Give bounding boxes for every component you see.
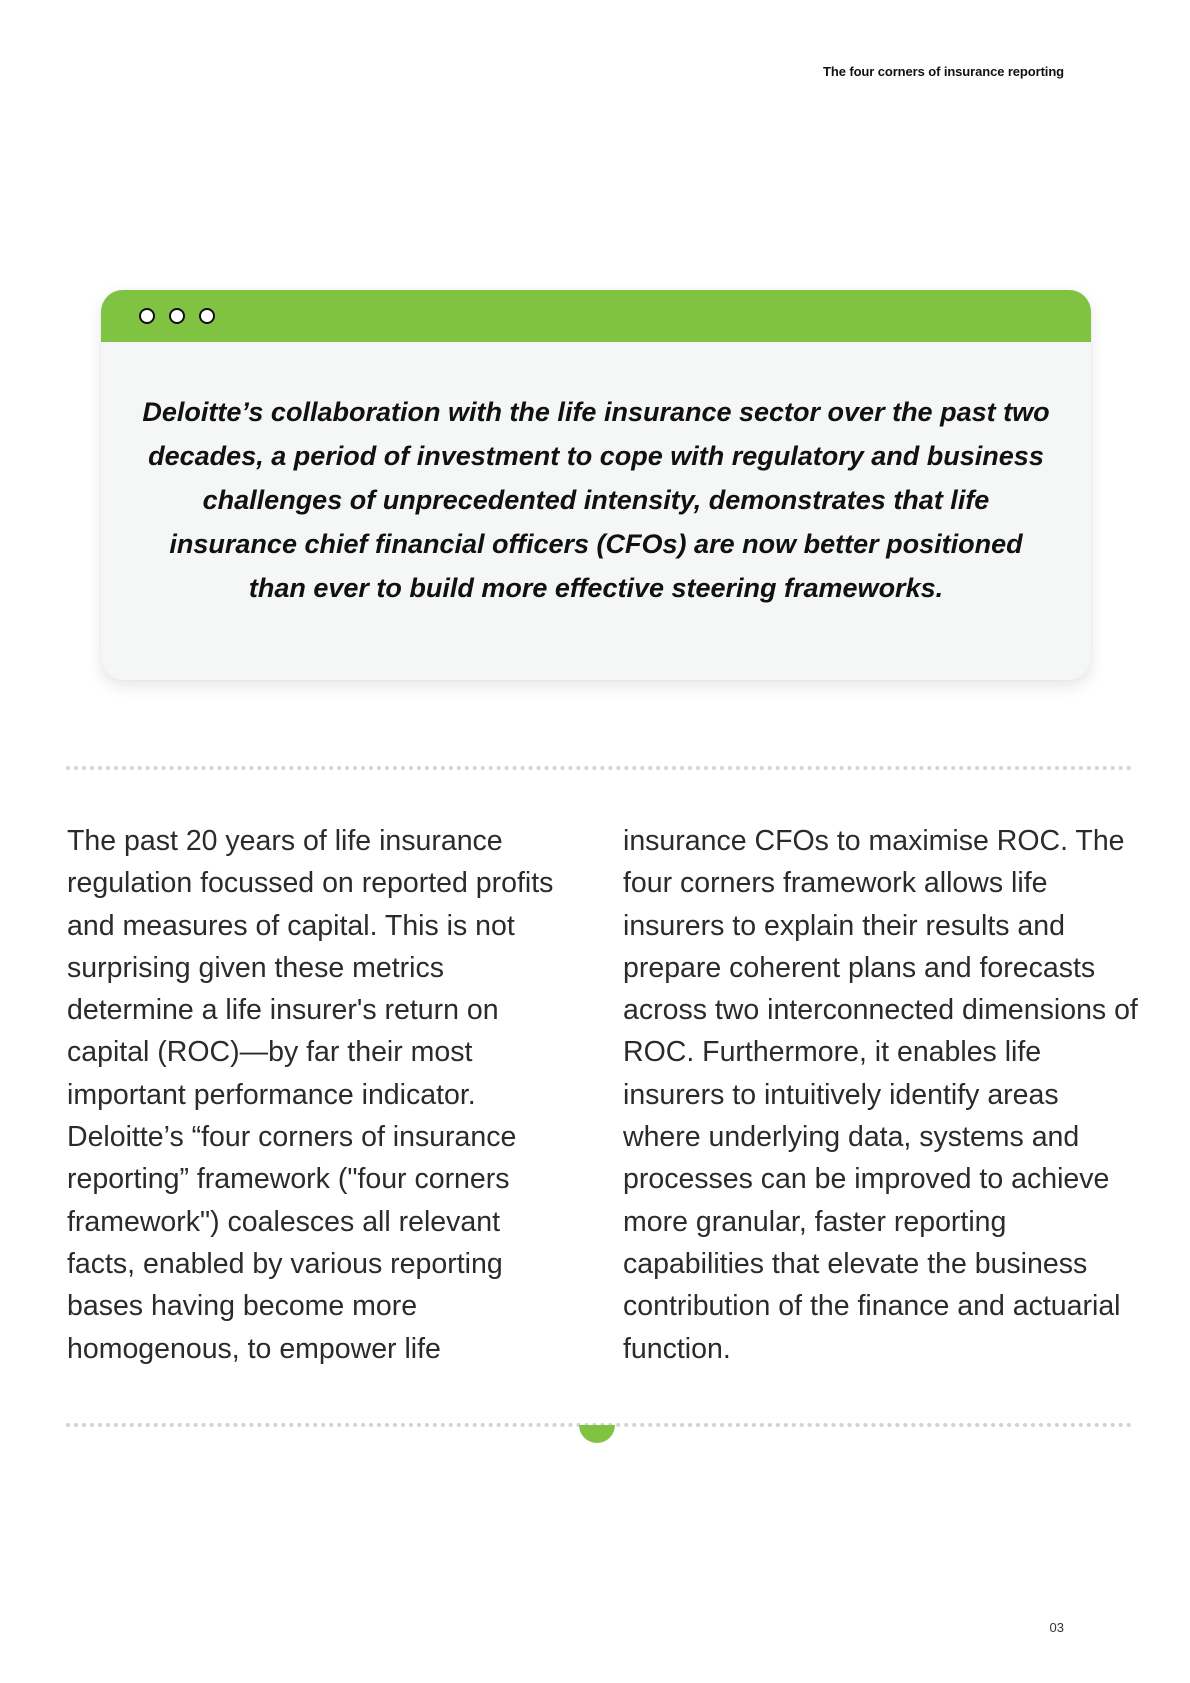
dot-icon bbox=[199, 308, 215, 324]
quote-callout bbox=[101, 290, 1091, 680]
body-text-left-column: The past 20 years of life insurance regulation focussed on reported profits and measures of capital. This is not surprising given these metrics determine a life insurer's return on capital (ROC)—by far their most important performance indicator. Deloitte’s “four corners of insurance reporting” framework ("four corners framework") coalesces all relevant facts, enabled by various reporting bases having become more homogenous, to empower life bbox=[67, 825, 554, 1365]
dot-icon bbox=[139, 308, 155, 324]
page-number: 03 bbox=[1049, 1620, 1064, 1635]
window-dots bbox=[139, 308, 215, 324]
running-header: The four corners of insurance reporting bbox=[823, 64, 1064, 79]
body-text-right-column: insurance CFOs to maximise ROC. The four corners framework allows life insurers to explain their results and prepare coherent plans and forecasts across two interconnected dimensions of ROC. Furthermore, it enables life insurers to intuitively identify areas where underlying data, systems and processes can be improved to achieve more granular, faster reporting capabilities that elevate the business contribution of the finance and actuarial function. bbox=[623, 825, 1138, 1365]
pull-quote: Deloitte’s collaboration with the life insurance sector over the past two decades, a period of investment to cope with regulatory and business challenges of unprecedented intensity, demonstrates that life insurance chief financial officers (CFOs) are now better positioned than ever to build more effective steering frameworks. bbox=[142, 397, 1050, 603]
dotted-divider-top bbox=[66, 766, 1132, 770]
green-semicircle-marker bbox=[579, 1425, 615, 1443]
callout-title-bar bbox=[101, 290, 1091, 342]
dot-icon bbox=[169, 308, 185, 324]
